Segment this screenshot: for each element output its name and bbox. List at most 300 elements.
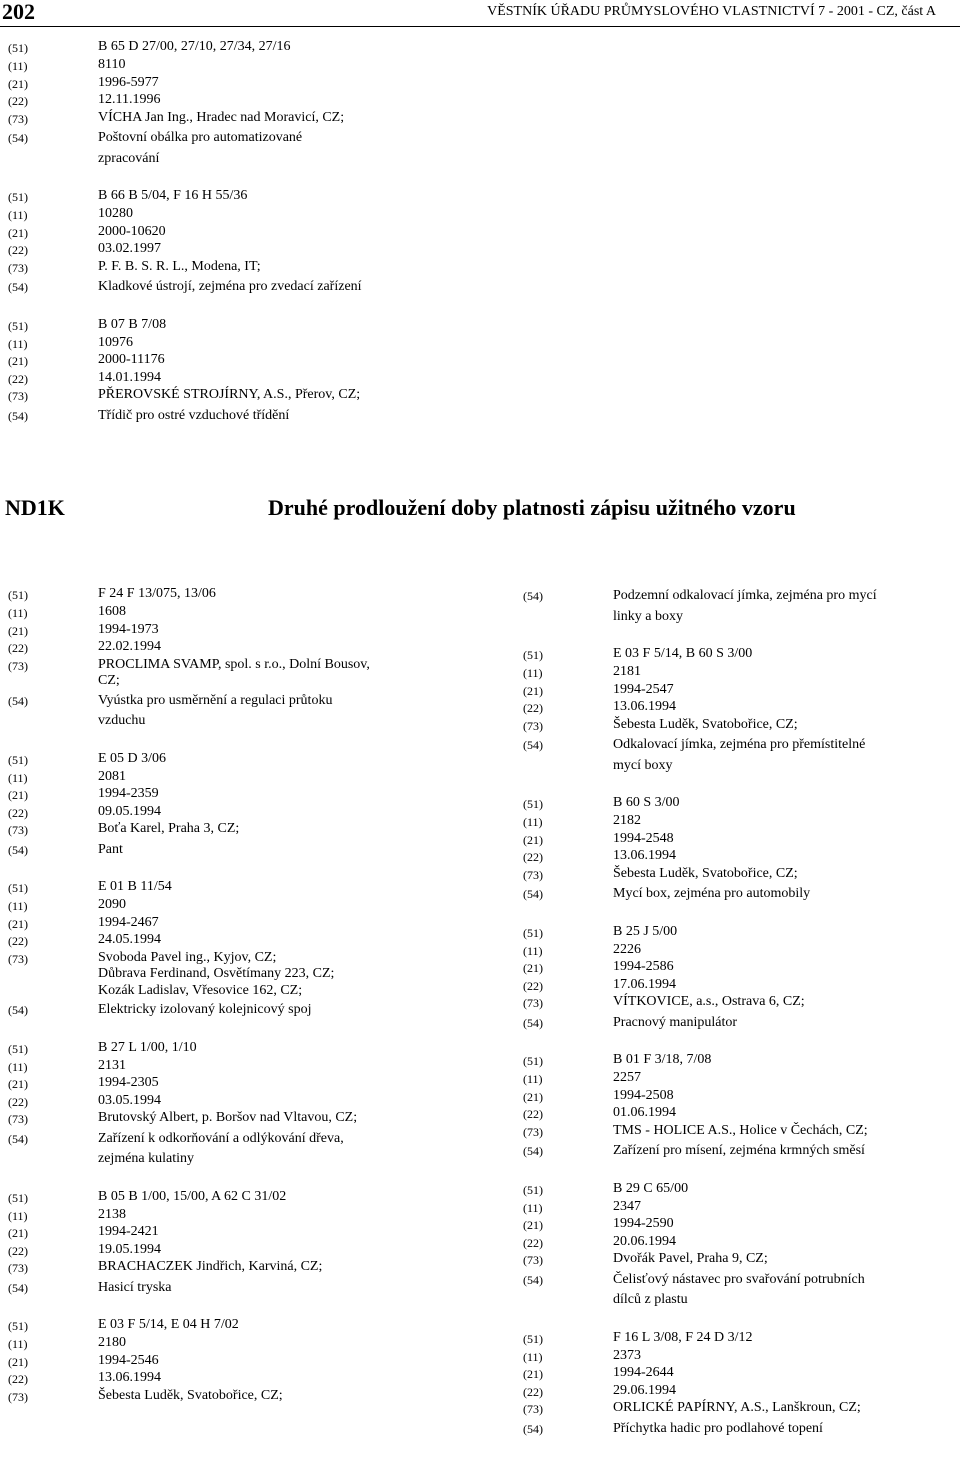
field-title <box>8 1277 448 1299</box>
page-number: 202 <box>2 0 35 24</box>
field-holder <box>8 1259 448 1277</box>
top-entries <box>8 38 448 444</box>
title-value <box>613 1269 960 1311</box>
inid-code: (51) <box>8 752 28 767</box>
title-line: linky a boxy <box>613 608 683 624</box>
inid-code: (22) <box>523 978 543 993</box>
field-classification <box>8 38 448 57</box>
field-title <box>8 690 448 732</box>
patent-entry <box>8 187 448 298</box>
filing-date-value: 20.06.1994 <box>613 1233 676 1249</box>
holder-value <box>98 950 448 1000</box>
holder-line: ORLICKÉ PAPÍRNY, A.S., Lanškroun, CZ; <box>613 1400 861 1415</box>
inid-code: (51) <box>523 797 543 811</box>
inid-code: (21) <box>523 832 543 847</box>
title-line: zpracování <box>98 150 160 166</box>
inid-code: (51) <box>8 1041 28 1056</box>
inid-code: (51) <box>523 925 543 940</box>
title-line: Pant <box>98 841 123 857</box>
inid-code: (22) <box>523 701 543 715</box>
title-line: Čelisťový nástavec pro svařování potrubních <box>613 1271 865 1287</box>
field-classification <box>8 1316 448 1335</box>
registration-number-value: 2257 <box>613 1070 641 1085</box>
application-number-value: 2000-10620 <box>98 223 166 239</box>
field-title <box>523 1012 960 1034</box>
filing-date-value: 22.02.1994 <box>98 639 161 654</box>
title-value <box>613 1012 960 1034</box>
holder-value <box>98 821 448 838</box>
inid-code: (11) <box>523 1200 543 1215</box>
field-application-number <box>523 831 960 849</box>
field-title <box>8 839 448 861</box>
field-filing-date <box>523 1234 960 1252</box>
patent-entry <box>523 794 960 905</box>
title-line: mycí boxy <box>613 757 673 773</box>
field-title <box>8 276 448 298</box>
inid-code: (73) <box>8 658 28 673</box>
registration-number-value: 2081 <box>98 768 126 784</box>
inid-code: (21) <box>8 225 28 240</box>
field-title <box>523 1269 960 1311</box>
field-classification <box>523 1329 960 1348</box>
field-registration-number <box>523 813 960 831</box>
inid-code: (54) <box>8 408 28 423</box>
field-holder <box>523 1123 960 1141</box>
title-line: Podzemní odkalovací jímka, zejména pro mycí <box>613 588 877 603</box>
title-line: Elektricky izolovaný kolejnicový spoj <box>98 1002 312 1017</box>
inid-code: (21) <box>8 788 28 802</box>
registration-number-value: 10280 <box>98 206 133 221</box>
classification-value: B 60 S 3/00 <box>613 795 680 810</box>
application-number-value: 1994-2421 <box>98 1224 159 1239</box>
filing-date-value: 13.06.1994 <box>613 848 676 863</box>
application-number-value: 1994-2305 <box>98 1075 159 1090</box>
inid-code: (54) <box>8 131 28 145</box>
registration-number-value: 2138 <box>98 1206 126 1222</box>
field-registration-number <box>523 942 960 960</box>
title-value <box>98 690 448 732</box>
field-classification <box>8 750 448 769</box>
field-title <box>8 127 448 169</box>
inid-code: (54) <box>8 1003 28 1017</box>
title-line: Poštovní obálka pro automatizované <box>98 130 303 145</box>
classification-value: B 25 J 5/00 <box>613 923 678 939</box>
inid-code: (21) <box>8 916 28 931</box>
filing-date-value: 03.02.1997 <box>98 241 161 256</box>
inid-code: (51) <box>523 1331 543 1346</box>
inid-code: (54) <box>523 589 543 603</box>
classification-value: E 01 B 11/54 <box>98 879 172 894</box>
title-value <box>98 127 448 169</box>
field-holder <box>8 821 448 839</box>
holder-value <box>98 259 448 276</box>
inid-code: (73) <box>8 1389 28 1404</box>
inid-code: (54) <box>523 1272 543 1287</box>
holder-value <box>613 1251 960 1268</box>
holder-line: PŘEROVSKÉ STROJÍRNY, A.S., Přerov, CZ; <box>98 387 361 402</box>
title-value <box>98 1128 448 1170</box>
inid-code: (21) <box>8 623 28 638</box>
inid-code: (73) <box>523 1253 543 1267</box>
field-holder <box>8 1110 448 1128</box>
field-title <box>523 1140 960 1162</box>
patent-entry <box>8 1188 448 1299</box>
holder-line: Svoboda Pavel ing., Kyjov, CZ; <box>98 949 277 965</box>
field-classification <box>523 645 960 664</box>
filing-date-value: 03.05.1994 <box>98 1092 161 1108</box>
field-registration-number <box>8 1335 448 1353</box>
filing-date-value: 01.06.1994 <box>613 1105 676 1120</box>
running-title: VĚSTNÍK ÚŘADU PRŮMYSLOVÉHO VLASTNICTVÍ 7 - 2001 - CZ, část A <box>487 4 936 19</box>
field-holder <box>8 950 448 1000</box>
field-title <box>8 405 448 427</box>
inid-code: (51) <box>8 588 28 602</box>
field-title <box>523 883 960 905</box>
field-title <box>8 999 448 1021</box>
inid-code: (73) <box>523 996 543 1010</box>
inid-code: (73) <box>8 389 28 403</box>
inid-code: (11) <box>523 1072 543 1086</box>
classification-value: B 05 B 1/00, 15/00, A 62 C 31/02 <box>98 1188 287 1204</box>
field-holder <box>523 717 960 735</box>
inid-code: (22) <box>523 850 543 864</box>
inid-code: (51) <box>8 318 28 333</box>
inid-code: (73) <box>523 867 543 882</box>
holder-line: TMS - HOLICE A.S., Holice v Čechách, CZ; <box>613 1122 868 1138</box>
inid-code: (21) <box>8 76 28 91</box>
field-holder <box>523 866 960 884</box>
field-title <box>523 1418 960 1440</box>
inid-code: (22) <box>523 1107 543 1121</box>
filing-date-value: 13.06.1994 <box>613 699 676 714</box>
inid-code: (73) <box>8 951 28 966</box>
inid-code: (51) <box>523 1054 543 1068</box>
registration-number-value: 2180 <box>98 1335 126 1350</box>
holder-value <box>613 717 960 734</box>
field-application-number <box>8 1075 448 1093</box>
inid-code: (54) <box>8 1131 28 1146</box>
classification-value: F 24 F 13/075, 13/06 <box>98 586 216 601</box>
field-classification <box>523 923 960 942</box>
application-number-value: 1994-1973 <box>98 621 159 637</box>
inid-code: (22) <box>8 641 28 655</box>
holder-line: BRACHACZEK Jindřich, Karviná, CZ; <box>98 1259 323 1274</box>
holder-line: PROCLIMA SVAMP, spol. s r.o., Dolní Bousov, <box>98 656 370 672</box>
inid-code: (54) <box>523 1144 543 1158</box>
holder-line: VÍTKOVICE, a.s., Ostrava 6, CZ; <box>613 994 805 1009</box>
inid-code: (11) <box>8 208 28 222</box>
field-registration-number <box>523 1070 960 1088</box>
field-holder <box>8 259 448 277</box>
application-number-value: 1994-2547 <box>613 681 674 697</box>
filing-date-value: 24.05.1994 <box>98 932 161 947</box>
inid-code: (21) <box>8 1226 28 1240</box>
application-number-value: 1994-2359 <box>98 786 159 801</box>
inid-code: (54) <box>8 842 28 857</box>
registration-number-value: 2182 <box>613 813 641 828</box>
inid-code: (22) <box>523 1235 543 1250</box>
registration-number-value: 8110 <box>98 57 126 72</box>
title-value <box>98 839 448 861</box>
inid-code: (51) <box>8 190 28 204</box>
field-filing-date <box>8 1370 448 1388</box>
header-rule <box>0 26 960 27</box>
field-application-number <box>8 75 448 93</box>
title-line: Pracnový manipulátor <box>613 1014 738 1030</box>
classification-value: F 16 L 3/08, F 24 D 3/12 <box>613 1329 753 1345</box>
title-value <box>613 1418 960 1440</box>
section-heading <box>0 490 960 530</box>
field-classification <box>8 1039 448 1058</box>
inid-code: (73) <box>523 1124 543 1139</box>
inid-code: (73) <box>523 1402 543 1416</box>
inid-code: (11) <box>8 770 28 785</box>
field-filing-date <box>8 1093 448 1111</box>
inid-code: (11) <box>8 59 28 73</box>
field-application-number <box>8 1224 448 1242</box>
inid-code: (11) <box>8 1208 28 1223</box>
inid-code: (54) <box>523 738 543 752</box>
title-line: Odkalovací jímka, zejména pro přemístitelné <box>613 737 866 752</box>
title-value <box>98 999 448 1021</box>
field-classification <box>523 1051 960 1070</box>
patent-entry <box>8 1039 448 1170</box>
patent-entry <box>8 316 448 427</box>
application-number-value: 1994-2548 <box>613 830 674 846</box>
holder-value <box>613 1400 960 1417</box>
filing-date-value: 29.06.1994 <box>613 1382 676 1398</box>
field-classification <box>8 1188 448 1207</box>
page-header <box>0 0 960 25</box>
inid-code: (51) <box>8 1190 28 1205</box>
field-filing-date <box>523 699 960 717</box>
field-title <box>523 585 960 627</box>
application-number-value: 1994-2508 <box>613 1087 674 1103</box>
patent-entry <box>523 1329 960 1440</box>
classification-value: B 07 B 7/08 <box>98 316 167 332</box>
inid-code: (54) <box>8 280 28 294</box>
field-registration-number <box>8 206 448 224</box>
patent-entry <box>523 1180 960 1311</box>
inid-code: (22) <box>523 1384 543 1399</box>
inid-code: (11) <box>523 1349 543 1364</box>
right-column-entries <box>523 585 960 1457</box>
holder-value <box>98 387 448 404</box>
field-application-number <box>8 622 448 640</box>
field-application-number <box>8 915 448 933</box>
inid-code: (73) <box>523 718 543 733</box>
holder-value <box>613 1123 960 1140</box>
field-holder <box>8 657 448 690</box>
field-title <box>8 1128 448 1170</box>
inid-code: (51) <box>523 1182 543 1197</box>
holder-line: CZ; <box>98 673 120 688</box>
field-application-number <box>523 1088 960 1106</box>
inid-code: (11) <box>8 899 28 913</box>
title-value <box>613 585 960 627</box>
title-line: Zařízení k odkorňování a odlýkování dřeva, <box>98 1130 344 1146</box>
section-code: ND1K <box>5 495 65 520</box>
field-application-number <box>8 352 448 370</box>
patent-entry <box>523 645 960 776</box>
holder-line: Šebesta Luděk, Svatobořice, CZ; <box>98 1387 283 1403</box>
holder-line: Důbrava Ferdinand, Osvětímany 223, CZ; <box>98 966 335 981</box>
inid-code: (51) <box>8 881 28 895</box>
filing-date-value: 13.06.1994 <box>98 1370 161 1385</box>
title-line: Hasicí tryska <box>98 1279 172 1295</box>
field-registration-number <box>8 1058 448 1076</box>
field-registration-number <box>8 604 448 622</box>
inid-code: (22) <box>8 1243 28 1258</box>
inid-code: (11) <box>8 336 28 351</box>
inid-code: (21) <box>523 1218 543 1232</box>
patent-entry <box>523 585 960 627</box>
field-application-number <box>523 682 960 700</box>
patent-entry <box>8 38 448 169</box>
field-holder <box>523 994 960 1012</box>
inid-code: (22) <box>8 934 28 948</box>
inid-code: (11) <box>8 1059 28 1074</box>
inid-code: (22) <box>8 243 28 257</box>
field-application-number <box>523 959 960 977</box>
field-holder <box>8 1388 448 1406</box>
holder-line: P. F. B. S. R. L., Modena, IT; <box>98 258 261 274</box>
holder-line: Šebesta Luděk, Svatobořice, CZ; <box>613 865 798 881</box>
classification-value: E 03 F 5/14, E 04 H 7/02 <box>98 1317 239 1332</box>
application-number-value: 1994-2644 <box>613 1365 674 1380</box>
application-number-value: 1994-2546 <box>98 1352 159 1368</box>
title-line: zejména kulatiny <box>98 1151 195 1166</box>
registration-number-value: 2373 <box>613 1347 641 1363</box>
registration-number-value: 2347 <box>613 1198 641 1214</box>
inid-code: (11) <box>8 1337 28 1351</box>
field-application-number <box>8 224 448 242</box>
inid-code: (21) <box>523 1089 543 1104</box>
title-line: Zařízení pro mísení, zejména krmných směsí <box>613 1143 865 1158</box>
field-holder <box>8 110 448 128</box>
title-value <box>613 734 960 776</box>
field-holder <box>523 1400 960 1418</box>
patent-entry <box>523 923 960 1034</box>
patent-entry <box>8 878 448 1021</box>
holder-value <box>613 866 960 883</box>
field-application-number <box>523 1216 960 1234</box>
patent-entry <box>8 585 448 732</box>
title-line: Příchytka hadic pro podlahové topení <box>613 1420 823 1436</box>
registration-number-value: 10976 <box>98 334 133 350</box>
inid-code: (22) <box>8 1094 28 1109</box>
classification-value: E 03 F 5/14, B 60 S 3/00 <box>613 646 753 661</box>
title-value <box>98 276 448 298</box>
classification-value: B 66 B 5/04, F 16 H 55/36 <box>98 188 248 203</box>
holder-line: Šebesta Luděk, Svatobořice, CZ; <box>613 716 798 732</box>
field-filing-date <box>8 92 448 110</box>
field-holder <box>523 1251 960 1269</box>
section-title: Druhé prodloužení doby platnosti zápisu užitného vzoru <box>268 495 796 520</box>
filing-date-value: 14.01.1994 <box>98 369 161 385</box>
classification-value: B 65 D 27/00, 27/10, 27/34, 27/16 <box>98 39 291 54</box>
filing-date-value: 19.05.1994 <box>98 1241 161 1257</box>
inid-code: (11) <box>523 666 543 680</box>
field-registration-number <box>8 335 448 353</box>
field-classification <box>523 794 960 813</box>
field-filing-date <box>523 1105 960 1123</box>
title-value <box>98 405 448 427</box>
title-line: Vyústka pro usměrnění a regulaci průtoku <box>98 692 333 708</box>
holder-value <box>98 110 448 127</box>
application-number-value: 1994-2586 <box>613 959 674 974</box>
inid-code: (21) <box>8 1354 28 1369</box>
field-classification <box>8 187 448 206</box>
inid-code: (54) <box>8 693 28 708</box>
field-classification <box>8 878 448 897</box>
field-classification <box>523 1180 960 1199</box>
registration-number-value: 1608 <box>98 604 126 619</box>
title-line: vzduchu <box>98 713 146 728</box>
application-number-value: 2000-11176 <box>98 352 165 367</box>
field-classification <box>8 585 448 604</box>
field-filing-date <box>8 1242 448 1260</box>
inid-code: (21) <box>8 354 28 368</box>
inid-code: (22) <box>8 371 28 386</box>
field-application-number <box>8 786 448 804</box>
inid-code: (22) <box>8 94 28 108</box>
inid-code: (11) <box>523 815 543 829</box>
patent-entry <box>8 750 448 861</box>
field-filing-date <box>8 639 448 657</box>
field-title <box>523 734 960 776</box>
left-column-entries <box>8 585 448 1423</box>
holder-value <box>613 994 960 1011</box>
application-number-value: 1996-5977 <box>98 74 159 90</box>
field-filing-date <box>523 848 960 866</box>
inid-code: (22) <box>8 805 28 820</box>
inid-code: (21) <box>8 1077 28 1091</box>
inid-code: (22) <box>8 1372 28 1386</box>
holder-line: Boťa Karel, Praha 3, CZ; <box>98 821 240 836</box>
inid-code: (54) <box>523 1421 543 1436</box>
field-classification <box>8 316 448 335</box>
inid-code: (73) <box>8 1112 28 1126</box>
field-filing-date <box>8 932 448 950</box>
inid-code: (51) <box>8 41 28 55</box>
holder-line: Dvořák Pavel, Praha 9, CZ; <box>613 1251 768 1266</box>
classification-value: E 05 D 3/06 <box>98 750 167 766</box>
patent-entry <box>8 1316 448 1405</box>
inid-code: (21) <box>523 961 543 975</box>
inid-code: (73) <box>8 823 28 837</box>
field-application-number <box>523 1365 960 1383</box>
field-filing-date <box>8 241 448 259</box>
classification-value: B 01 F 3/18, 7/08 <box>613 1052 712 1067</box>
registration-number-value: 2090 <box>98 897 126 912</box>
title-line: Třídič pro ostré vzduchové třídění <box>98 407 290 423</box>
application-number-value: 1994-2590 <box>613 1216 674 1231</box>
field-filing-date <box>523 1383 960 1401</box>
inid-code: (21) <box>523 1367 543 1381</box>
field-holder <box>8 387 448 405</box>
field-filing-date <box>8 804 448 822</box>
inid-code: (54) <box>8 1280 28 1295</box>
registration-number-value: 2181 <box>613 664 641 679</box>
field-registration-number <box>8 1207 448 1225</box>
application-number-value: 1994-2467 <box>98 914 159 930</box>
field-registration-number <box>8 897 448 915</box>
patent-entry <box>523 1051 960 1162</box>
inid-code: (73) <box>8 260 28 275</box>
field-filing-date <box>523 977 960 995</box>
inid-code: (51) <box>523 648 543 662</box>
